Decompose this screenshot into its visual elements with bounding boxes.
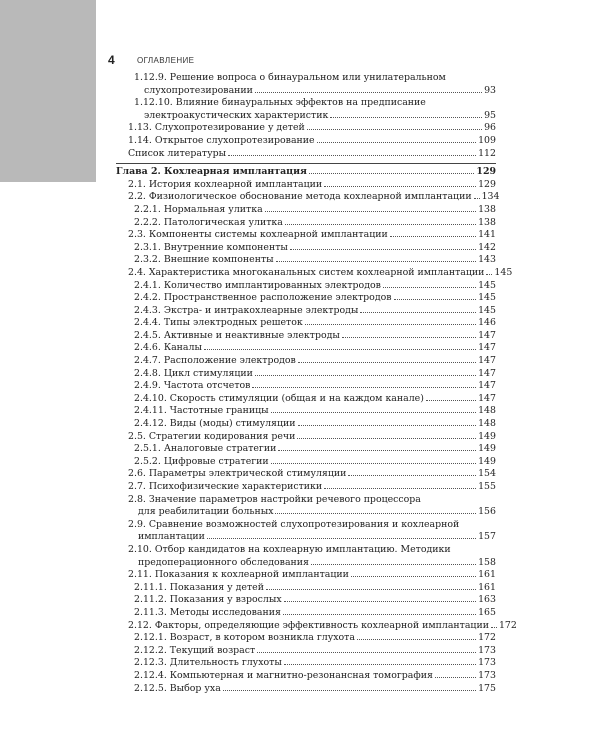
toc-chapter[interactable] xyxy=(116,166,496,179)
toc-entry-label: 2.12.1. Возраст, в котором возникла глухота xyxy=(134,632,355,644)
toc-entry-label: имплантации xyxy=(138,531,205,543)
table-of-contents xyxy=(116,72,517,695)
toc-entry-page: 147 xyxy=(478,342,496,354)
toc-entry-label: 1.12.10. Влияние бинауральных эффектов на предписание xyxy=(134,97,426,109)
toc-entry-label: 2.4.4. Типы электродных решеток xyxy=(134,317,303,329)
toc-entry-label: 2.3.1. Внутренние компоненты xyxy=(134,241,288,253)
toc-entry-page: 138 xyxy=(478,203,496,215)
toc-entry-page: 147 xyxy=(478,329,496,341)
toc-entry[interactable] xyxy=(116,607,496,620)
toc-entry-label: 2.4.7. Расположение электродов xyxy=(134,355,296,367)
toc-entry-label: 2.5. Стратегии кодирования речи xyxy=(128,430,296,442)
toc-entry[interactable] xyxy=(116,179,496,192)
toc-entry-label: для реабилитации больных xyxy=(138,506,274,518)
toc-entry-page: 134 xyxy=(481,191,500,203)
toc-entry-page: 145 xyxy=(478,304,496,316)
toc-entry[interactable] xyxy=(116,204,496,217)
toc-entry[interactable] xyxy=(116,494,496,519)
toc-entry-label: 2.6. Параметры электрической стимуляции xyxy=(128,468,347,480)
toc-entry[interactable] xyxy=(116,405,496,418)
toc-entry-label: 2.5.2. Цифровые стратегии xyxy=(134,455,269,467)
toc-entry[interactable] xyxy=(116,657,496,670)
toc-chapter-label: Глава 2. Кохлеарная имплантация xyxy=(116,166,307,178)
toc-entry-page: 149 xyxy=(478,443,496,455)
divider xyxy=(116,163,496,164)
toc-entry-label: 2.11. Показания к кохлеарной имплантации xyxy=(128,569,349,581)
toc-entry-page: 173 xyxy=(478,644,496,656)
toc-entry-page: 156 xyxy=(478,506,496,518)
toc-entry-label: 2.12.5. Выбор уха xyxy=(134,682,221,694)
toc-entry[interactable] xyxy=(116,431,496,444)
toc-entry-label: Список литературы xyxy=(128,147,227,159)
side-tab-marker xyxy=(0,0,96,182)
toc-entry[interactable] xyxy=(116,122,496,135)
toc-entry-label: 2.12. Факторы, определяющие эффективность кохлеарной имплантации xyxy=(128,619,489,631)
toc-entry[interactable] xyxy=(116,229,496,242)
toc-entry-label: 2.2.1. Нормальная улитка xyxy=(134,203,263,215)
toc-entry-page: 149 xyxy=(478,430,496,442)
toc-entry-page: 145 xyxy=(478,279,496,291)
toc-entry[interactable] xyxy=(116,72,496,97)
toc-entry-page: 129 xyxy=(476,166,496,178)
toc-entry[interactable] xyxy=(116,305,496,318)
toc-entry[interactable] xyxy=(116,519,496,544)
toc-entry[interactable] xyxy=(116,292,496,305)
toc-entry-page: 165 xyxy=(478,606,496,618)
toc-entry-page: 145 xyxy=(494,266,513,278)
toc-entry-label: 2.4.10. Скорость стимуляции (общая и на каждом канале) xyxy=(134,392,424,404)
toc-entry-label: 2.3.2. Внешние компоненты xyxy=(134,254,274,266)
toc-entry-page: 158 xyxy=(478,556,496,568)
toc-entry-label: 2.5.1. Аналоговые стратегии xyxy=(134,443,277,455)
toc-entry-page: 148 xyxy=(478,418,496,430)
toc-entry-label: 1.13. Слухопротезирование у детей xyxy=(128,122,305,134)
toc-entry[interactable] xyxy=(116,380,496,393)
toc-entry-page: 138 xyxy=(478,216,496,228)
toc-entry-page: 148 xyxy=(478,405,496,417)
toc-entry-label: 2.11.1. Показания у детей xyxy=(134,581,264,593)
toc-entry[interactable] xyxy=(116,355,496,368)
toc-entry-label: слухопротезировании xyxy=(144,84,253,96)
toc-entry[interactable] xyxy=(116,582,496,595)
toc-entry-page: 163 xyxy=(478,594,496,606)
toc-entry-label: 1.14. Открытое слухопротезирование xyxy=(128,134,315,146)
toc-entry-page: 142 xyxy=(478,241,496,253)
toc-entry-page: 93 xyxy=(484,84,496,96)
toc-entry-label: 2.11.2. Показания у взрослых xyxy=(134,594,282,606)
toc-entry[interactable] xyxy=(116,456,496,469)
toc-entry-label: 2.12.2. Текущий возраст xyxy=(134,644,256,656)
toc-entry-label: 2.4.12. Виды (моды) стимуляции xyxy=(134,418,296,430)
toc-entry-page: 161 xyxy=(478,581,496,593)
toc-entry[interactable] xyxy=(116,217,496,230)
toc-entry-page: 173 xyxy=(478,669,496,681)
toc-entry-page: 154 xyxy=(478,468,496,480)
toc-entry-page: 147 xyxy=(478,380,496,392)
toc-entry-label: 2.4.2. Пространственное расположение электродов xyxy=(134,292,392,304)
toc-entry-label: 2.4.9. Частота отсчетов xyxy=(134,380,251,392)
toc-entry-label: 2.2.2. Патологическая улитка xyxy=(134,216,283,228)
toc-entry-page: 147 xyxy=(478,355,496,367)
toc-entry[interactable] xyxy=(116,191,500,204)
toc-entry[interactable] xyxy=(116,632,496,645)
toc-entry-page: 95 xyxy=(484,109,496,121)
toc-entry[interactable] xyxy=(116,544,496,569)
running-title: ОГЛАВЛЕНИЕ xyxy=(137,56,195,65)
toc-entry-label: 2.8. Значение параметров настройки речевого процессора xyxy=(128,493,421,505)
toc-entry[interactable] xyxy=(116,468,496,481)
toc-entry-page: 129 xyxy=(478,178,496,190)
toc-entry-label: 2.7. Психофизические характеристики xyxy=(128,481,323,492)
toc-entry-page: 109 xyxy=(478,134,496,146)
toc-entry-label: 2.3. Компоненты системы кохлеарной имплантации xyxy=(128,229,388,241)
toc-entry[interactable] xyxy=(116,683,496,696)
toc-entry-page: 157 xyxy=(478,531,496,543)
toc-entry-label: 2.9. Сравнение возможностей слухопротезирования и кохлеарной xyxy=(128,518,460,530)
toc-entry-label: 2.4.6. Каналы xyxy=(134,342,202,354)
toc-entry-page: 145 xyxy=(478,292,496,304)
toc-entry[interactable] xyxy=(116,330,496,343)
toc-entry[interactable] xyxy=(116,393,496,406)
toc-entry[interactable] xyxy=(116,594,496,607)
toc-entry[interactable] xyxy=(116,135,496,148)
toc-entry-page: 147 xyxy=(478,367,496,379)
toc-entry[interactable] xyxy=(116,619,517,633)
toc-entry-page: 161 xyxy=(478,569,496,581)
toc-entry-label: 2.1. История кохлеарной имплантации xyxy=(128,178,323,190)
toc-entry-label: 2.4.5. Активные и неактивные электроды xyxy=(134,329,340,341)
toc-entry-label: 2.10. Отбор кандидатов на кохлеарную имплантацию. Методики xyxy=(128,543,451,555)
toc-entry-page: 143 xyxy=(478,254,496,266)
toc-entry-label: 2.4.11. Частотные границы xyxy=(134,405,269,417)
toc-entry-label: 2.4.3. Экстра- и интракохлеарные электроды xyxy=(134,304,359,316)
toc-entry[interactable] xyxy=(116,418,496,431)
toc-entry-label: 2.2. Физиологическое обоснование метода кохлеарной имплантации xyxy=(128,191,472,203)
toc-entry-label: предоперационного обследования xyxy=(138,556,309,568)
toc-entry-label: 1.12.9. Решение вопроса о бинауральном или унилатеральном xyxy=(134,72,446,83)
toc-entry-label: 2.12.4. Компьютерная и магнитно-резонансная томография xyxy=(134,669,433,681)
toc-entry-page: 146 xyxy=(478,317,496,329)
toc-entry-label: 2.11.3. Методы исследования xyxy=(134,606,281,618)
toc-entry-page: 155 xyxy=(478,481,496,492)
toc-entry-label: электроакустических характеристик xyxy=(144,109,329,121)
toc-entry[interactable] xyxy=(116,242,496,255)
toc-entry-page: 175 xyxy=(478,682,496,694)
toc-entry[interactable] xyxy=(116,443,496,456)
toc-entry[interactable] xyxy=(116,670,496,683)
toc-entry[interactable] xyxy=(116,266,513,280)
toc-entry-page: 141 xyxy=(478,229,496,241)
toc-entry-page: 112 xyxy=(478,147,496,159)
toc-entry-label: 2.4.8. Цикл стимуляции xyxy=(134,367,253,379)
toc-entry[interactable] xyxy=(116,254,496,267)
toc-entry-label: 2.12.3. Длительность глухоты xyxy=(134,657,282,669)
toc-entry[interactable] xyxy=(116,569,496,582)
toc-entry-page: 147 xyxy=(478,392,496,404)
toc-entry-label: 2.4.1. Количество имплантированных электродов xyxy=(134,279,381,291)
toc-entry[interactable] xyxy=(116,645,496,658)
toc-entry-page: 96 xyxy=(484,122,496,134)
toc-entry[interactable] xyxy=(116,97,496,122)
toc-entry[interactable] xyxy=(116,368,496,381)
toc-entry-page: 173 xyxy=(478,657,496,669)
toc-entry[interactable] xyxy=(116,148,496,161)
toc-entry-label: 2.4. Характеристика многоканальных систем кохлеарной имплантации xyxy=(128,266,485,278)
toc-entry[interactable] xyxy=(116,342,496,355)
toc-entry-page: 149 xyxy=(478,455,496,467)
toc-entry-page: 172 xyxy=(478,632,496,644)
toc-entry[interactable] xyxy=(116,481,496,494)
page-number: 4 xyxy=(108,53,115,67)
toc-entry-page: 172 xyxy=(498,619,517,631)
toc-entry[interactable] xyxy=(116,280,496,293)
toc-entry[interactable] xyxy=(116,317,496,330)
